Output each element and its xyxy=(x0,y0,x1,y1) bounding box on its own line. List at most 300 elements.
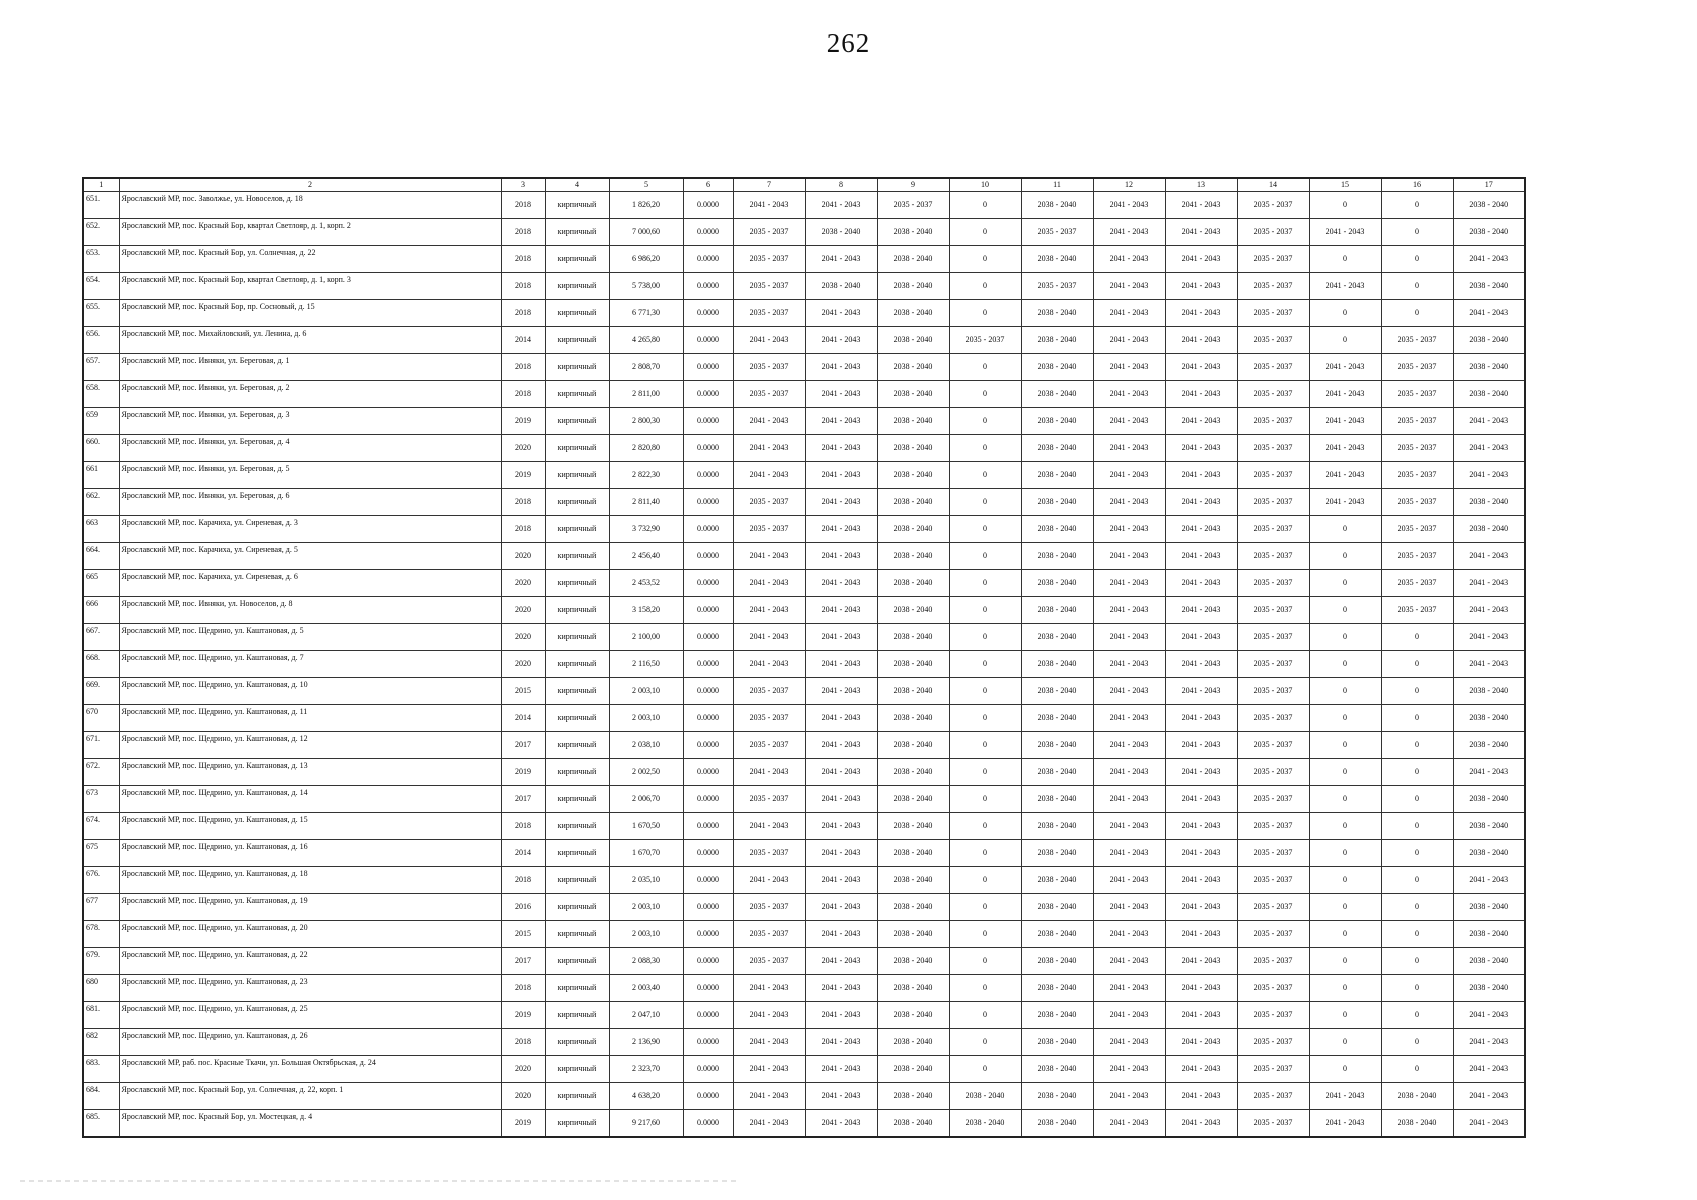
cell-period-7: 2041 - 2043 xyxy=(733,1002,805,1029)
cell-period-13: 2041 - 2043 xyxy=(1165,543,1237,570)
column-header-13: 13 xyxy=(1165,178,1237,192)
cell-period-10: 0 xyxy=(949,840,1021,867)
cell-period-17: 2041 - 2043 xyxy=(1453,1002,1525,1029)
cell-period-17: 2041 - 2043 xyxy=(1453,408,1525,435)
cell-wall-material: кирпичный xyxy=(545,705,609,732)
cell-period-10: 2038 - 2040 xyxy=(949,1110,1021,1138)
cell-period-7: 2041 - 2043 xyxy=(733,435,805,462)
cell-area: 6 771,30 xyxy=(609,300,683,327)
cell-period-12: 2041 - 2043 xyxy=(1093,1083,1165,1110)
cell-period-14: 2035 - 2037 xyxy=(1237,246,1309,273)
cell-row-number: 661 xyxy=(83,462,119,489)
cell-wear: 0.0000 xyxy=(683,894,733,921)
cell-period-13: 2041 - 2043 xyxy=(1165,1083,1237,1110)
cell-area: 2 003,10 xyxy=(609,921,683,948)
column-header-9: 9 xyxy=(877,178,949,192)
cell-year: 2020 xyxy=(501,1056,545,1083)
cell-address: Ярославский МР, пос. Щедрино, ул. Каштановая, д. 7 xyxy=(119,651,501,678)
cell-period-17: 2038 - 2040 xyxy=(1453,327,1525,354)
table-row xyxy=(83,381,1525,408)
cell-wall-material: кирпичный xyxy=(545,300,609,327)
cell-wear: 0.0000 xyxy=(683,813,733,840)
cell-year: 2017 xyxy=(501,732,545,759)
cell-wear: 0.0000 xyxy=(683,219,733,246)
cell-period-13: 2041 - 2043 xyxy=(1165,840,1237,867)
cell-period-17: 2038 - 2040 xyxy=(1453,516,1525,543)
cell-period-12: 2041 - 2043 xyxy=(1093,327,1165,354)
cell-period-11: 2038 - 2040 xyxy=(1021,1056,1093,1083)
cell-period-16: 0 xyxy=(1381,246,1453,273)
cell-period-12: 2041 - 2043 xyxy=(1093,246,1165,273)
cell-period-12: 2041 - 2043 xyxy=(1093,867,1165,894)
cell-period-12: 2041 - 2043 xyxy=(1093,975,1165,1002)
cell-period-8: 2041 - 2043 xyxy=(805,516,877,543)
cell-period-9: 2038 - 2040 xyxy=(877,975,949,1002)
cell-period-11: 2038 - 2040 xyxy=(1021,840,1093,867)
cell-period-7: 2041 - 2043 xyxy=(733,651,805,678)
cell-area: 4 638,20 xyxy=(609,1083,683,1110)
cell-address: Ярославский МР, пос. Ивняки, ул. Береговая, д. 3 xyxy=(119,408,501,435)
table-row xyxy=(83,759,1525,786)
cell-address: Ярославский МР, пос. Красный Бор, ул. Солнечная, д. 22 xyxy=(119,246,501,273)
cell-wall-material: кирпичный xyxy=(545,948,609,975)
cell-period-13: 2041 - 2043 xyxy=(1165,381,1237,408)
cell-address: Ярославский МР, пос. Щедрино, ул. Каштановая, д. 5 xyxy=(119,624,501,651)
cell-period-8: 2041 - 2043 xyxy=(805,300,877,327)
cell-area: 9 217,60 xyxy=(609,1110,683,1138)
cell-period-12: 2041 - 2043 xyxy=(1093,543,1165,570)
cell-period-11: 2038 - 2040 xyxy=(1021,624,1093,651)
cell-period-7: 2041 - 2043 xyxy=(733,597,805,624)
cell-period-10: 0 xyxy=(949,867,1021,894)
cell-address: Ярославский МР, пос. Щедрино, ул. Каштановая, д. 23 xyxy=(119,975,501,1002)
column-header-8: 8 xyxy=(805,178,877,192)
cell-period-8: 2041 - 2043 xyxy=(805,705,877,732)
cell-year: 2018 xyxy=(501,354,545,381)
cell-period-10: 0 xyxy=(949,894,1021,921)
cell-period-12: 2041 - 2043 xyxy=(1093,894,1165,921)
cell-period-16: 2035 - 2037 xyxy=(1381,597,1453,624)
cell-year: 2018 xyxy=(501,246,545,273)
cell-wear: 0.0000 xyxy=(683,354,733,381)
cell-period-17: 2041 - 2043 xyxy=(1453,1083,1525,1110)
cell-period-7: 2041 - 2043 xyxy=(733,462,805,489)
cell-period-9: 2038 - 2040 xyxy=(877,678,949,705)
cell-period-9: 2038 - 2040 xyxy=(877,1110,949,1138)
cell-period-13: 2041 - 2043 xyxy=(1165,732,1237,759)
cell-period-14: 2035 - 2037 xyxy=(1237,975,1309,1002)
cell-row-number: 656. xyxy=(83,327,119,354)
cell-period-10: 0 xyxy=(949,435,1021,462)
cell-period-16: 0 xyxy=(1381,813,1453,840)
cell-period-10: 0 xyxy=(949,975,1021,1002)
cell-period-7: 2041 - 2043 xyxy=(733,192,805,219)
cell-area: 2 453,52 xyxy=(609,570,683,597)
cell-address: Ярославский МР, пос. Щедрино, ул. Каштановая, д. 22 xyxy=(119,948,501,975)
cell-period-7: 2041 - 2043 xyxy=(733,975,805,1002)
cell-row-number: 682 xyxy=(83,1029,119,1056)
cell-period-16: 2035 - 2037 xyxy=(1381,489,1453,516)
cell-wall-material: кирпичный xyxy=(545,570,609,597)
cell-period-8: 2041 - 2043 xyxy=(805,1110,877,1138)
cell-period-14: 2035 - 2037 xyxy=(1237,570,1309,597)
cell-period-12: 2041 - 2043 xyxy=(1093,489,1165,516)
cell-period-11: 2038 - 2040 xyxy=(1021,705,1093,732)
cell-period-16: 2035 - 2037 xyxy=(1381,435,1453,462)
cell-wall-material: кирпичный xyxy=(545,381,609,408)
cell-period-11: 2038 - 2040 xyxy=(1021,543,1093,570)
cell-wall-material: кирпичный xyxy=(545,1110,609,1138)
cell-wear: 0.0000 xyxy=(683,192,733,219)
cell-address: Ярославский МР, пос. Ивняки, ул. Береговая, д. 6 xyxy=(119,489,501,516)
cell-period-8: 2038 - 2040 xyxy=(805,219,877,246)
cell-year: 2019 xyxy=(501,759,545,786)
cell-year: 2014 xyxy=(501,327,545,354)
column-header-17: 17 xyxy=(1453,178,1525,192)
cell-period-9: 2038 - 2040 xyxy=(877,516,949,543)
cell-row-number: 655. xyxy=(83,300,119,327)
cell-period-7: 2035 - 2037 xyxy=(733,273,805,300)
cell-period-8: 2041 - 2043 xyxy=(805,1056,877,1083)
cell-period-16: 0 xyxy=(1381,975,1453,1002)
cell-period-16: 2035 - 2037 xyxy=(1381,327,1453,354)
cell-period-14: 2035 - 2037 xyxy=(1237,192,1309,219)
cell-period-8: 2041 - 2043 xyxy=(805,1002,877,1029)
cell-row-number: 659 xyxy=(83,408,119,435)
cell-row-number: 665 xyxy=(83,570,119,597)
cell-period-8: 2041 - 2043 xyxy=(805,813,877,840)
table-row xyxy=(83,354,1525,381)
cell-period-15: 0 xyxy=(1309,1002,1381,1029)
cell-period-7: 2035 - 2037 xyxy=(733,354,805,381)
cell-period-15: 2041 - 2043 xyxy=(1309,462,1381,489)
cell-period-8: 2041 - 2043 xyxy=(805,435,877,462)
cell-wall-material: кирпичный xyxy=(545,678,609,705)
column-header-2: 2 xyxy=(119,178,501,192)
cell-period-10: 0 xyxy=(949,408,1021,435)
cell-period-11: 2035 - 2037 xyxy=(1021,219,1093,246)
cell-address: Ярославский МР, пос. Щедрино, ул. Каштановая, д. 18 xyxy=(119,867,501,894)
cell-period-14: 2035 - 2037 xyxy=(1237,1029,1309,1056)
cell-area: 1 670,50 xyxy=(609,813,683,840)
cell-period-8: 2041 - 2043 xyxy=(805,543,877,570)
table-row xyxy=(83,570,1525,597)
cell-row-number: 684. xyxy=(83,1083,119,1110)
document-table-wrapper xyxy=(82,177,1526,1138)
cell-period-16: 2038 - 2040 xyxy=(1381,1083,1453,1110)
cell-wear: 0.0000 xyxy=(683,678,733,705)
cell-period-9: 2038 - 2040 xyxy=(877,462,949,489)
cell-period-13: 2041 - 2043 xyxy=(1165,327,1237,354)
cell-period-7: 2041 - 2043 xyxy=(733,570,805,597)
cell-year: 2018 xyxy=(501,300,545,327)
cell-period-7: 2041 - 2043 xyxy=(733,408,805,435)
cell-period-10: 0 xyxy=(949,705,1021,732)
cell-period-12: 2041 - 2043 xyxy=(1093,624,1165,651)
cell-wear: 0.0000 xyxy=(683,1083,733,1110)
cell-period-15: 0 xyxy=(1309,192,1381,219)
column-header-14: 14 xyxy=(1237,178,1309,192)
cell-row-number: 680 xyxy=(83,975,119,1002)
column-header-12: 12 xyxy=(1093,178,1165,192)
cell-period-11: 2038 - 2040 xyxy=(1021,354,1093,381)
cell-period-12: 2041 - 2043 xyxy=(1093,840,1165,867)
cell-period-12: 2041 - 2043 xyxy=(1093,435,1165,462)
cell-period-9: 2038 - 2040 xyxy=(877,894,949,921)
cell-period-9: 2038 - 2040 xyxy=(877,489,949,516)
cell-period-8: 2041 - 2043 xyxy=(805,975,877,1002)
cell-period-12: 2041 - 2043 xyxy=(1093,651,1165,678)
table-row xyxy=(83,840,1525,867)
cell-wall-material: кирпичный xyxy=(545,327,609,354)
cell-period-7: 2041 - 2043 xyxy=(733,1110,805,1138)
cell-year: 2018 xyxy=(501,219,545,246)
cell-period-13: 2041 - 2043 xyxy=(1165,219,1237,246)
cell-period-17: 2038 - 2040 xyxy=(1453,921,1525,948)
cell-period-11: 2038 - 2040 xyxy=(1021,759,1093,786)
cell-row-number: 679. xyxy=(83,948,119,975)
cell-row-number: 675 xyxy=(83,840,119,867)
cell-period-14: 2035 - 2037 xyxy=(1237,408,1309,435)
cell-period-15: 2041 - 2043 xyxy=(1309,1110,1381,1138)
cell-period-10: 0 xyxy=(949,273,1021,300)
cell-wear: 0.0000 xyxy=(683,1029,733,1056)
cell-address: Ярославский МР, раб. пос. Красные Ткачи, ул. Большая Октябрьская, д. 24 xyxy=(119,1056,501,1083)
cell-period-7: 2035 - 2037 xyxy=(733,300,805,327)
cell-period-17: 2038 - 2040 xyxy=(1453,489,1525,516)
cell-row-number: 657. xyxy=(83,354,119,381)
cell-period-14: 2035 - 2037 xyxy=(1237,219,1309,246)
cell-address: Ярославский МР, пос. Щедрино, ул. Каштановая, д. 26 xyxy=(119,1029,501,1056)
cell-area: 2 047,10 xyxy=(609,1002,683,1029)
table-row xyxy=(83,219,1525,246)
cell-year: 2018 xyxy=(501,867,545,894)
cell-period-7: 2035 - 2037 xyxy=(733,705,805,732)
cell-wear: 0.0000 xyxy=(683,543,733,570)
cell-period-13: 2041 - 2043 xyxy=(1165,678,1237,705)
cell-row-number: 663 xyxy=(83,516,119,543)
cell-wear: 0.0000 xyxy=(683,651,733,678)
cell-period-15: 0 xyxy=(1309,948,1381,975)
cell-period-7: 2041 - 2043 xyxy=(733,543,805,570)
cell-wear: 0.0000 xyxy=(683,948,733,975)
cell-period-15: 0 xyxy=(1309,813,1381,840)
cell-period-11: 2038 - 2040 xyxy=(1021,570,1093,597)
cell-year: 2018 xyxy=(501,975,545,1002)
cell-period-7: 2035 - 2037 xyxy=(733,246,805,273)
cell-period-16: 2035 - 2037 xyxy=(1381,408,1453,435)
cell-row-number: 685. xyxy=(83,1110,119,1138)
cell-period-16: 0 xyxy=(1381,300,1453,327)
cell-address: Ярославский МР, пос. Щедрино, ул. Каштановая, д. 13 xyxy=(119,759,501,786)
cell-row-number: 674. xyxy=(83,813,119,840)
cell-period-8: 2041 - 2043 xyxy=(805,759,877,786)
cell-period-8: 2041 - 2043 xyxy=(805,327,877,354)
cell-period-15: 2041 - 2043 xyxy=(1309,219,1381,246)
cell-wear: 0.0000 xyxy=(683,921,733,948)
cell-period-17: 2038 - 2040 xyxy=(1453,705,1525,732)
cell-period-11: 2038 - 2040 xyxy=(1021,327,1093,354)
cell-period-12: 2041 - 2043 xyxy=(1093,759,1165,786)
cell-period-14: 2035 - 2037 xyxy=(1237,1056,1309,1083)
cell-wall-material: кирпичный xyxy=(545,975,609,1002)
cell-period-10: 0 xyxy=(949,1029,1021,1056)
cell-area: 2 820,80 xyxy=(609,435,683,462)
cell-area: 2 003,10 xyxy=(609,705,683,732)
cell-period-13: 2041 - 2043 xyxy=(1165,705,1237,732)
cell-period-8: 2041 - 2043 xyxy=(805,678,877,705)
table-row xyxy=(83,543,1525,570)
cell-period-9: 2038 - 2040 xyxy=(877,1002,949,1029)
cell-address: Ярославский МР, пос. Красный Бор, пр. Сосновый, д. 15 xyxy=(119,300,501,327)
cell-row-number: 678. xyxy=(83,921,119,948)
cell-wall-material: кирпичный xyxy=(545,1083,609,1110)
column-number-row xyxy=(83,178,1525,192)
cell-wall-material: кирпичный xyxy=(545,597,609,624)
cell-row-number: 654. xyxy=(83,273,119,300)
cell-period-15: 0 xyxy=(1309,246,1381,273)
cell-wear: 0.0000 xyxy=(683,732,733,759)
cell-period-8: 2038 - 2040 xyxy=(805,273,877,300)
cell-period-16: 0 xyxy=(1381,948,1453,975)
cell-period-14: 2035 - 2037 xyxy=(1237,948,1309,975)
cell-wear: 0.0000 xyxy=(683,462,733,489)
column-header-16: 16 xyxy=(1381,178,1453,192)
table-row xyxy=(83,705,1525,732)
cell-address: Ярославский МР, пос. Щедрино, ул. Каштановая, д. 20 xyxy=(119,921,501,948)
cell-wall-material: кирпичный xyxy=(545,786,609,813)
cell-wear: 0.0000 xyxy=(683,1002,733,1029)
cell-period-10: 0 xyxy=(949,651,1021,678)
table-row xyxy=(83,678,1525,705)
cell-year: 2014 xyxy=(501,840,545,867)
cell-period-15: 2041 - 2043 xyxy=(1309,408,1381,435)
cell-period-15: 2041 - 2043 xyxy=(1309,273,1381,300)
cell-period-16: 2038 - 2040 xyxy=(1381,1110,1453,1138)
cell-period-14: 2035 - 2037 xyxy=(1237,678,1309,705)
cell-period-9: 2038 - 2040 xyxy=(877,381,949,408)
cell-period-14: 2035 - 2037 xyxy=(1237,516,1309,543)
cell-address: Ярославский МР, пос. Ивняки, ул. Новоселов, д. 8 xyxy=(119,597,501,624)
cell-period-17: 2041 - 2043 xyxy=(1453,651,1525,678)
cell-period-7: 2041 - 2043 xyxy=(733,867,805,894)
cell-period-10: 0 xyxy=(949,246,1021,273)
cell-address: Ярославский МР, пос. Щедрино, ул. Каштановая, д. 15 xyxy=(119,813,501,840)
cell-period-16: 0 xyxy=(1381,1056,1453,1083)
cell-area: 2 003,10 xyxy=(609,894,683,921)
table-row xyxy=(83,867,1525,894)
cell-year: 2020 xyxy=(501,435,545,462)
cell-period-14: 2035 - 2037 xyxy=(1237,1083,1309,1110)
table-row xyxy=(83,327,1525,354)
cell-period-10: 0 xyxy=(949,354,1021,381)
table-row xyxy=(83,786,1525,813)
cell-period-11: 2038 - 2040 xyxy=(1021,651,1093,678)
table-row xyxy=(83,813,1525,840)
cell-period-14: 2035 - 2037 xyxy=(1237,624,1309,651)
cell-period-9: 2035 - 2037 xyxy=(877,192,949,219)
cell-address: Ярославский МР, пос. Щедрино, ул. Каштановая, д. 16 xyxy=(119,840,501,867)
cell-address: Ярославский МР, пос. Щедрино, ул. Каштановая, д. 11 xyxy=(119,705,501,732)
cell-period-14: 2035 - 2037 xyxy=(1237,327,1309,354)
cell-area: 2 808,70 xyxy=(609,354,683,381)
cell-period-16: 2035 - 2037 xyxy=(1381,570,1453,597)
cell-period-12: 2041 - 2043 xyxy=(1093,570,1165,597)
cell-wall-material: кирпичный xyxy=(545,408,609,435)
cell-period-17: 2041 - 2043 xyxy=(1453,246,1525,273)
cell-period-13: 2041 - 2043 xyxy=(1165,597,1237,624)
table-row xyxy=(83,516,1525,543)
cell-period-8: 2041 - 2043 xyxy=(805,894,877,921)
cell-period-12: 2041 - 2043 xyxy=(1093,408,1165,435)
cell-period-12: 2041 - 2043 xyxy=(1093,462,1165,489)
table-row xyxy=(83,975,1525,1002)
cell-period-15: 0 xyxy=(1309,1056,1381,1083)
cell-period-10: 0 xyxy=(949,219,1021,246)
cell-period-9: 2038 - 2040 xyxy=(877,1029,949,1056)
cell-wall-material: кирпичный xyxy=(545,894,609,921)
cell-row-number: 658. xyxy=(83,381,119,408)
cell-wear: 0.0000 xyxy=(683,246,733,273)
cell-wear: 0.0000 xyxy=(683,570,733,597)
cell-period-14: 2035 - 2037 xyxy=(1237,786,1309,813)
cell-period-11: 2038 - 2040 xyxy=(1021,894,1093,921)
cell-period-8: 2041 - 2043 xyxy=(805,786,877,813)
cell-period-10: 0 xyxy=(949,462,1021,489)
cell-period-13: 2041 - 2043 xyxy=(1165,948,1237,975)
cell-period-7: 2041 - 2043 xyxy=(733,1083,805,1110)
cell-period-9: 2038 - 2040 xyxy=(877,300,949,327)
cell-wall-material: кирпичный xyxy=(545,543,609,570)
cell-wear: 0.0000 xyxy=(683,867,733,894)
cell-period-8: 2041 - 2043 xyxy=(805,921,877,948)
cell-period-13: 2041 - 2043 xyxy=(1165,246,1237,273)
table-row xyxy=(83,300,1525,327)
table-header xyxy=(83,178,1525,192)
cell-year: 2015 xyxy=(501,921,545,948)
cell-period-9: 2038 - 2040 xyxy=(877,1056,949,1083)
cell-area: 3 158,20 xyxy=(609,597,683,624)
cell-period-13: 2041 - 2043 xyxy=(1165,813,1237,840)
cell-period-8: 2041 - 2043 xyxy=(805,489,877,516)
cell-wear: 0.0000 xyxy=(683,624,733,651)
column-header-15: 15 xyxy=(1309,178,1381,192)
cell-period-17: 2041 - 2043 xyxy=(1453,597,1525,624)
cell-wear: 0.0000 xyxy=(683,840,733,867)
cell-period-10: 2038 - 2040 xyxy=(949,1083,1021,1110)
cell-address: Ярославский МР, пос. Красный Бор, квартал Светлояр, д. 1, корп. 3 xyxy=(119,273,501,300)
cell-period-12: 2041 - 2043 xyxy=(1093,1110,1165,1138)
cell-period-14: 2035 - 2037 xyxy=(1237,651,1309,678)
cell-period-14: 2035 - 2037 xyxy=(1237,597,1309,624)
cell-period-17: 2038 - 2040 xyxy=(1453,894,1525,921)
cell-period-7: 2035 - 2037 xyxy=(733,678,805,705)
cell-row-number: 683. xyxy=(83,1056,119,1083)
cell-period-15: 0 xyxy=(1309,516,1381,543)
table-row xyxy=(83,435,1525,462)
cell-period-16: 2035 - 2037 xyxy=(1381,354,1453,381)
cell-address: Ярославский МР, пос. Карачиха, ул. Сиреневая, д. 6 xyxy=(119,570,501,597)
cell-period-9: 2038 - 2040 xyxy=(877,543,949,570)
cell-period-12: 2041 - 2043 xyxy=(1093,273,1165,300)
cell-period-17: 2038 - 2040 xyxy=(1453,732,1525,759)
table-row xyxy=(83,1110,1525,1138)
cell-period-7: 2041 - 2043 xyxy=(733,813,805,840)
cell-area: 1 826,20 xyxy=(609,192,683,219)
cell-period-15: 2041 - 2043 xyxy=(1309,1083,1381,1110)
cell-period-15: 2041 - 2043 xyxy=(1309,381,1381,408)
cell-year: 2019 xyxy=(501,1002,545,1029)
